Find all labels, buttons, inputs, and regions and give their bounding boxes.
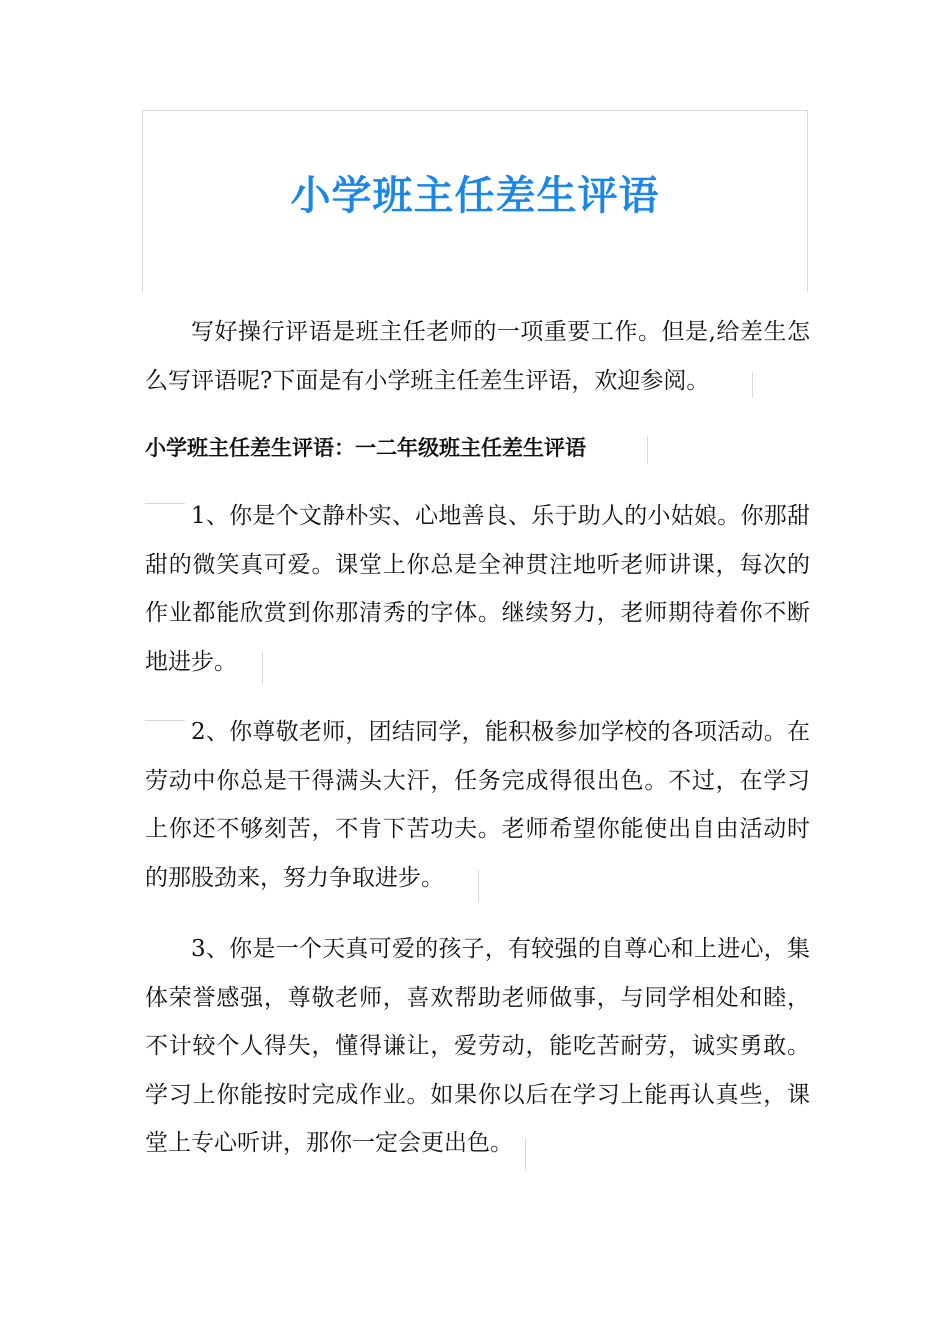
title-block [142, 110, 808, 292]
line-end-mark [525, 1138, 526, 1170]
comment-paragraph-3: 3、你是一个天真可爱的孩子，有较强的自尊心和上进心，集体荣誉感强，尊敬老师，喜欢帮助老师做事，与同学相处和睦，不计较个人得失，懂得谦让，爱劳动，能吃苦耐劳，诚实勇敢。学习上你能按时完成作业。如果你以后在学习上能再认真些，课堂上专心听讲，那你一定会更出色。 [145, 936, 810, 1156]
line-end-mark [752, 372, 753, 398]
comment-paragraph-2: 2、你尊敬老师，团结同学，能积极参加学校的各项活动。在劳动中你总是干得满头大汗，任务完成得很出色。不过，在学习上你还不够刻苦，不肯下苦功夫。老师希望你能使出自由活动时的那股劲来，努力争取进步。 [145, 719, 810, 891]
document-title: 小学班主任差生评语 [290, 173, 660, 219]
intro-paragraph: 写好操行评语是班主任老师的一项重要工作。但是,给差生怎么写评语呢?下面是有小学班主任差生评语，欢迎参阅。 [145, 319, 810, 394]
comment-paragraph-1: 1、你是个文静朴实、心地善良、乐于助人的小姑娘。你那甜甜的微笑真可爱。课堂上你总是全神贯注地听老师讲课，每次的作业都能欣赏到你那清秀的字体。继续努力，老师期待着你不断地进步。 [145, 503, 810, 675]
line-end-mark [647, 436, 648, 464]
line-end-mark [262, 652, 263, 684]
line-end-mark [478, 870, 479, 902]
section-heading: 小学班主任差生评语：一二年级班主任差生评语 [145, 436, 586, 460]
